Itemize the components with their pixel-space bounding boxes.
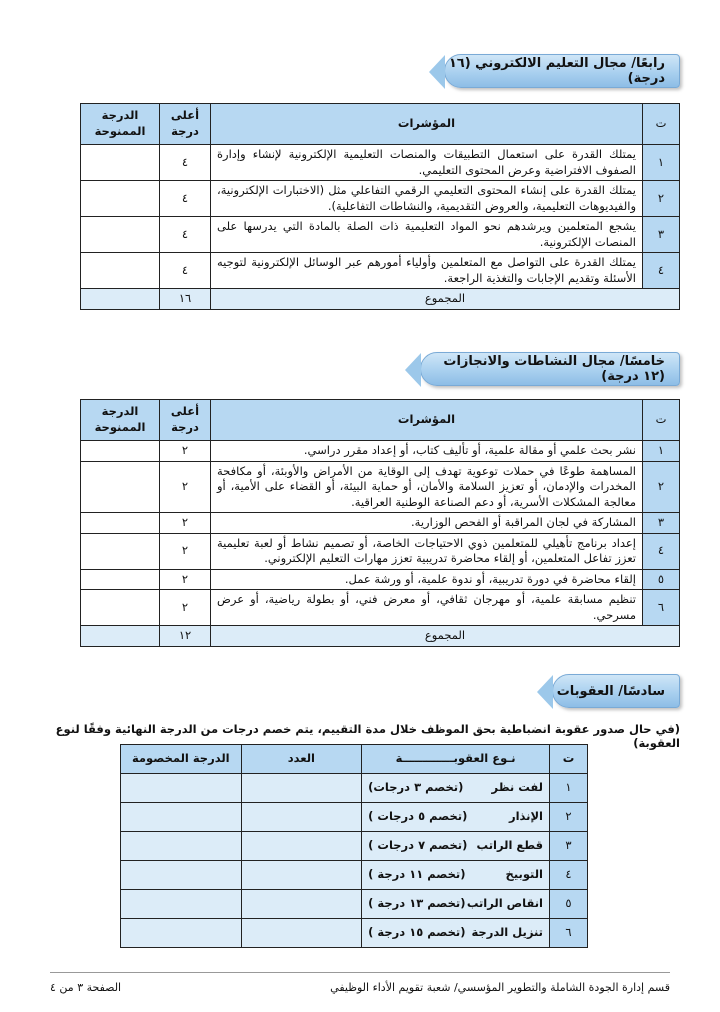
max-score: ٤ [160,181,211,217]
total-label: المجموع [211,289,680,310]
max-score: ٢ [160,461,211,513]
page-number: الصفحة ٣ من ٤ [50,980,122,994]
table-row [81,181,680,217]
given-score[interactable] [81,513,160,534]
penalty-type [362,832,550,861]
indicator-text: المساهمة طوعًا في حملات توعوية تهدف إلى الوقاية من الأمراض والأوبئة، أو مكافحة المخدرات والإدمان، أو تعزيز السلامة والأمان، أو حماية البيئة، أو القضاء على الأمية، أو معالجة المشكلات الأسرية، أو دعم الصناعة الوطنية العراقية. [211,461,643,513]
indicator-text: يشجع المتعلمين ويرشدهم نحو المواد التعليمية ذات الصلة بالمادة التي يدرسها على المنصات الإلكترونية. [211,217,643,253]
max-score: ٢ [160,590,211,626]
table-row [121,861,588,890]
total-row [81,626,680,647]
row-number: ٣ [643,513,680,534]
penalty-type [362,919,550,948]
section5-title: خامسًا/ مجال النشاطات والانجازات (١٢ درجة) [443,354,665,384]
indicator-text: المشاركة في لجان المراقبة أو الفحص الوزارية. [211,513,643,534]
table-row [121,803,588,832]
penalty-type [362,774,550,803]
penalty-count[interactable] [241,919,362,948]
table-row [81,513,680,534]
penalty-name: تنزيل الدرجة [471,925,543,940]
penalties-table [120,744,588,948]
table-row [121,890,588,919]
table-row [121,919,588,948]
col-count-header: العدد [241,745,362,774]
col-given-header: الدرجة الممنوحة [81,104,160,145]
penalty-name: التوبيخ [505,867,543,882]
penalty-count[interactable] [241,832,362,861]
row-number: ٢ [643,181,680,217]
given-score[interactable] [81,145,160,181]
page-footer [50,972,670,997]
given-score[interactable] [81,181,160,217]
penalty-deducted[interactable] [121,861,242,890]
table-row [81,217,680,253]
section4-banner [444,54,680,88]
penalty-deducted[interactable] [121,832,242,861]
indicator-text: يمتلك القدرة على التواصل مع المتعلمين وأولياء أمورهم عبر الوسائل الإلكترونية لتوجيه الأسئلة وتقديم الإجابات والتغذية الراجعة. [211,253,643,289]
section5-table [80,399,680,647]
penalty-count[interactable] [241,890,362,919]
penalty-type [362,803,550,832]
section6-banner [552,674,680,708]
indicator-text: يمتلك القدرة على إنشاء المحتوى التعليمي الرقمي التفاعلي مثل (الاختبارات الإلكترونية، والفيديوهات التعليمية، والعروض التقديمية، والنشاطات التفاعلية). [211,181,643,217]
indicator-text: إلقاء محاضرة في دورة تدريبية، أو ندوة علمية، أو ورشة عمل. [211,569,643,590]
row-number: ٤ [550,861,588,890]
penalty-name: انقاص الراتب [466,896,543,911]
row-number: ١ [643,441,680,462]
indicator-text: إعداد برنامج تأهيلي للمتعلمين ذوي الاحتياجات الخاصة، أو تصميم نشاط أو لعبة تعليمية تعزز تفاعل المتعلمين، أو إلقاء محاضرة تدريبية تعزز مهارات التعليم الإلكتروني. [211,533,643,569]
col-num-header: ت [550,745,588,774]
row-number: ١ [550,774,588,803]
col-max-header: أعلى درجة [160,400,211,441]
given-score[interactable] [81,253,160,289]
penalty-name: لفت نظر [491,780,543,795]
penalty-deduction: (تخصم ٣ درجات) [368,780,464,795]
table-row [121,774,588,803]
col-indicators-header: المؤشرات [211,400,643,441]
section6-title: سادسًا/ العقوبات [556,683,665,699]
total-given[interactable] [81,289,160,310]
penalty-count[interactable] [241,774,362,803]
penalty-count[interactable] [241,803,362,832]
penalty-deducted[interactable] [121,919,242,948]
given-score[interactable] [81,461,160,513]
total-row [81,289,680,310]
total-given[interactable] [81,626,160,647]
total-label: المجموع [211,626,680,647]
row-number: ٤ [643,253,680,289]
table-row [81,590,680,626]
col-deducted-header: الدرجة المخصومة [121,745,242,774]
given-score[interactable] [81,217,160,253]
total-max: ١٢ [160,626,211,647]
row-number: ٥ [550,890,588,919]
max-score: ٢ [160,533,211,569]
table-row [81,253,680,289]
col-indicators-header: المؤشرات [211,104,643,145]
penalty-name: قطع الراتب [476,838,543,853]
table-row [81,533,680,569]
penalty-deduction: (تخصم ١٣ درجة ) [368,896,466,911]
penalty-name: الإنذار [508,809,543,824]
max-score: ٤ [160,253,211,289]
indicator-text: يمتلك القدرة على استعمال التطبيقات والمنصات التعليمية الإلكترونية لإنشاء وإدارة الصفوف الافتراضية وعرض المحتوى التعليمي. [211,145,643,181]
indicator-text: نشر بحث علمي أو مقالة علمية، أو تأليف كتاب، أو إعداد مقرر دراسي. [211,441,643,462]
section4-title: رابعًا/ مجال التعليم الالكتروني (١٦ درجة) [448,56,665,86]
penalty-deducted[interactable] [121,803,242,832]
row-number: ١ [643,145,680,181]
section4-table [80,103,680,310]
penalty-count[interactable] [241,861,362,890]
footer-department: قسم إدارة الجودة الشاملة والتطوير المؤسسي/ شعبة تقويم الأداء الوظيفي [330,980,670,994]
penalty-deduction: (تخصم ١١ درجة ) [368,867,466,882]
table-row [81,441,680,462]
max-score: ٤ [160,145,211,181]
penalty-deduction: (تخصم ١٥ درجة ) [368,925,466,940]
given-score[interactable] [81,569,160,590]
col-given-header: الدرجة الممنوحة [81,400,160,441]
row-number: ٣ [550,832,588,861]
given-score[interactable] [81,441,160,462]
penalty-deduction: (تخصم ٥ درجات ) [368,809,468,824]
penalty-deducted[interactable] [121,890,242,919]
max-score: ٤ [160,217,211,253]
col-num-header: ت [643,104,680,145]
col-num-header: ت [643,400,680,441]
given-score[interactable] [81,590,160,626]
col-type-header: نـوع العقوبـــــــــــــة [362,745,550,774]
row-number: ٥ [643,569,680,590]
max-score: ٢ [160,569,211,590]
max-score: ٢ [160,441,211,462]
col-max-header: أعلى درجة [160,104,211,145]
row-number: ٦ [643,590,680,626]
penalty-deduction: (تخصم ٧ درجات ) [368,838,468,853]
max-score: ٢ [160,513,211,534]
table-row [81,461,680,513]
penalty-note: (في حال صدور عقوبة انضباطية بحق الموظف خلال مدة التقييم، يتم خصم درجات من الدرجة النهائية وفقًا لنوع العقوبة) [55,722,680,750]
section5-banner [420,352,680,386]
penalty-type [362,890,550,919]
table-row [121,832,588,861]
table-row [81,145,680,181]
penalty-deducted[interactable] [121,774,242,803]
given-score[interactable] [81,533,160,569]
row-number: ٢ [643,461,680,513]
total-max: ١٦ [160,289,211,310]
row-number: ٣ [643,217,680,253]
row-number: ٦ [550,919,588,948]
table-row [81,569,680,590]
row-number: ٢ [550,803,588,832]
penalty-type [362,861,550,890]
row-number: ٤ [643,533,680,569]
indicator-text: تنظيم مسابقة علمية، أو مهرجان ثقافي، أو معرض فني، أو بطولة رياضية، أو عرض مسرحي. [211,590,643,626]
